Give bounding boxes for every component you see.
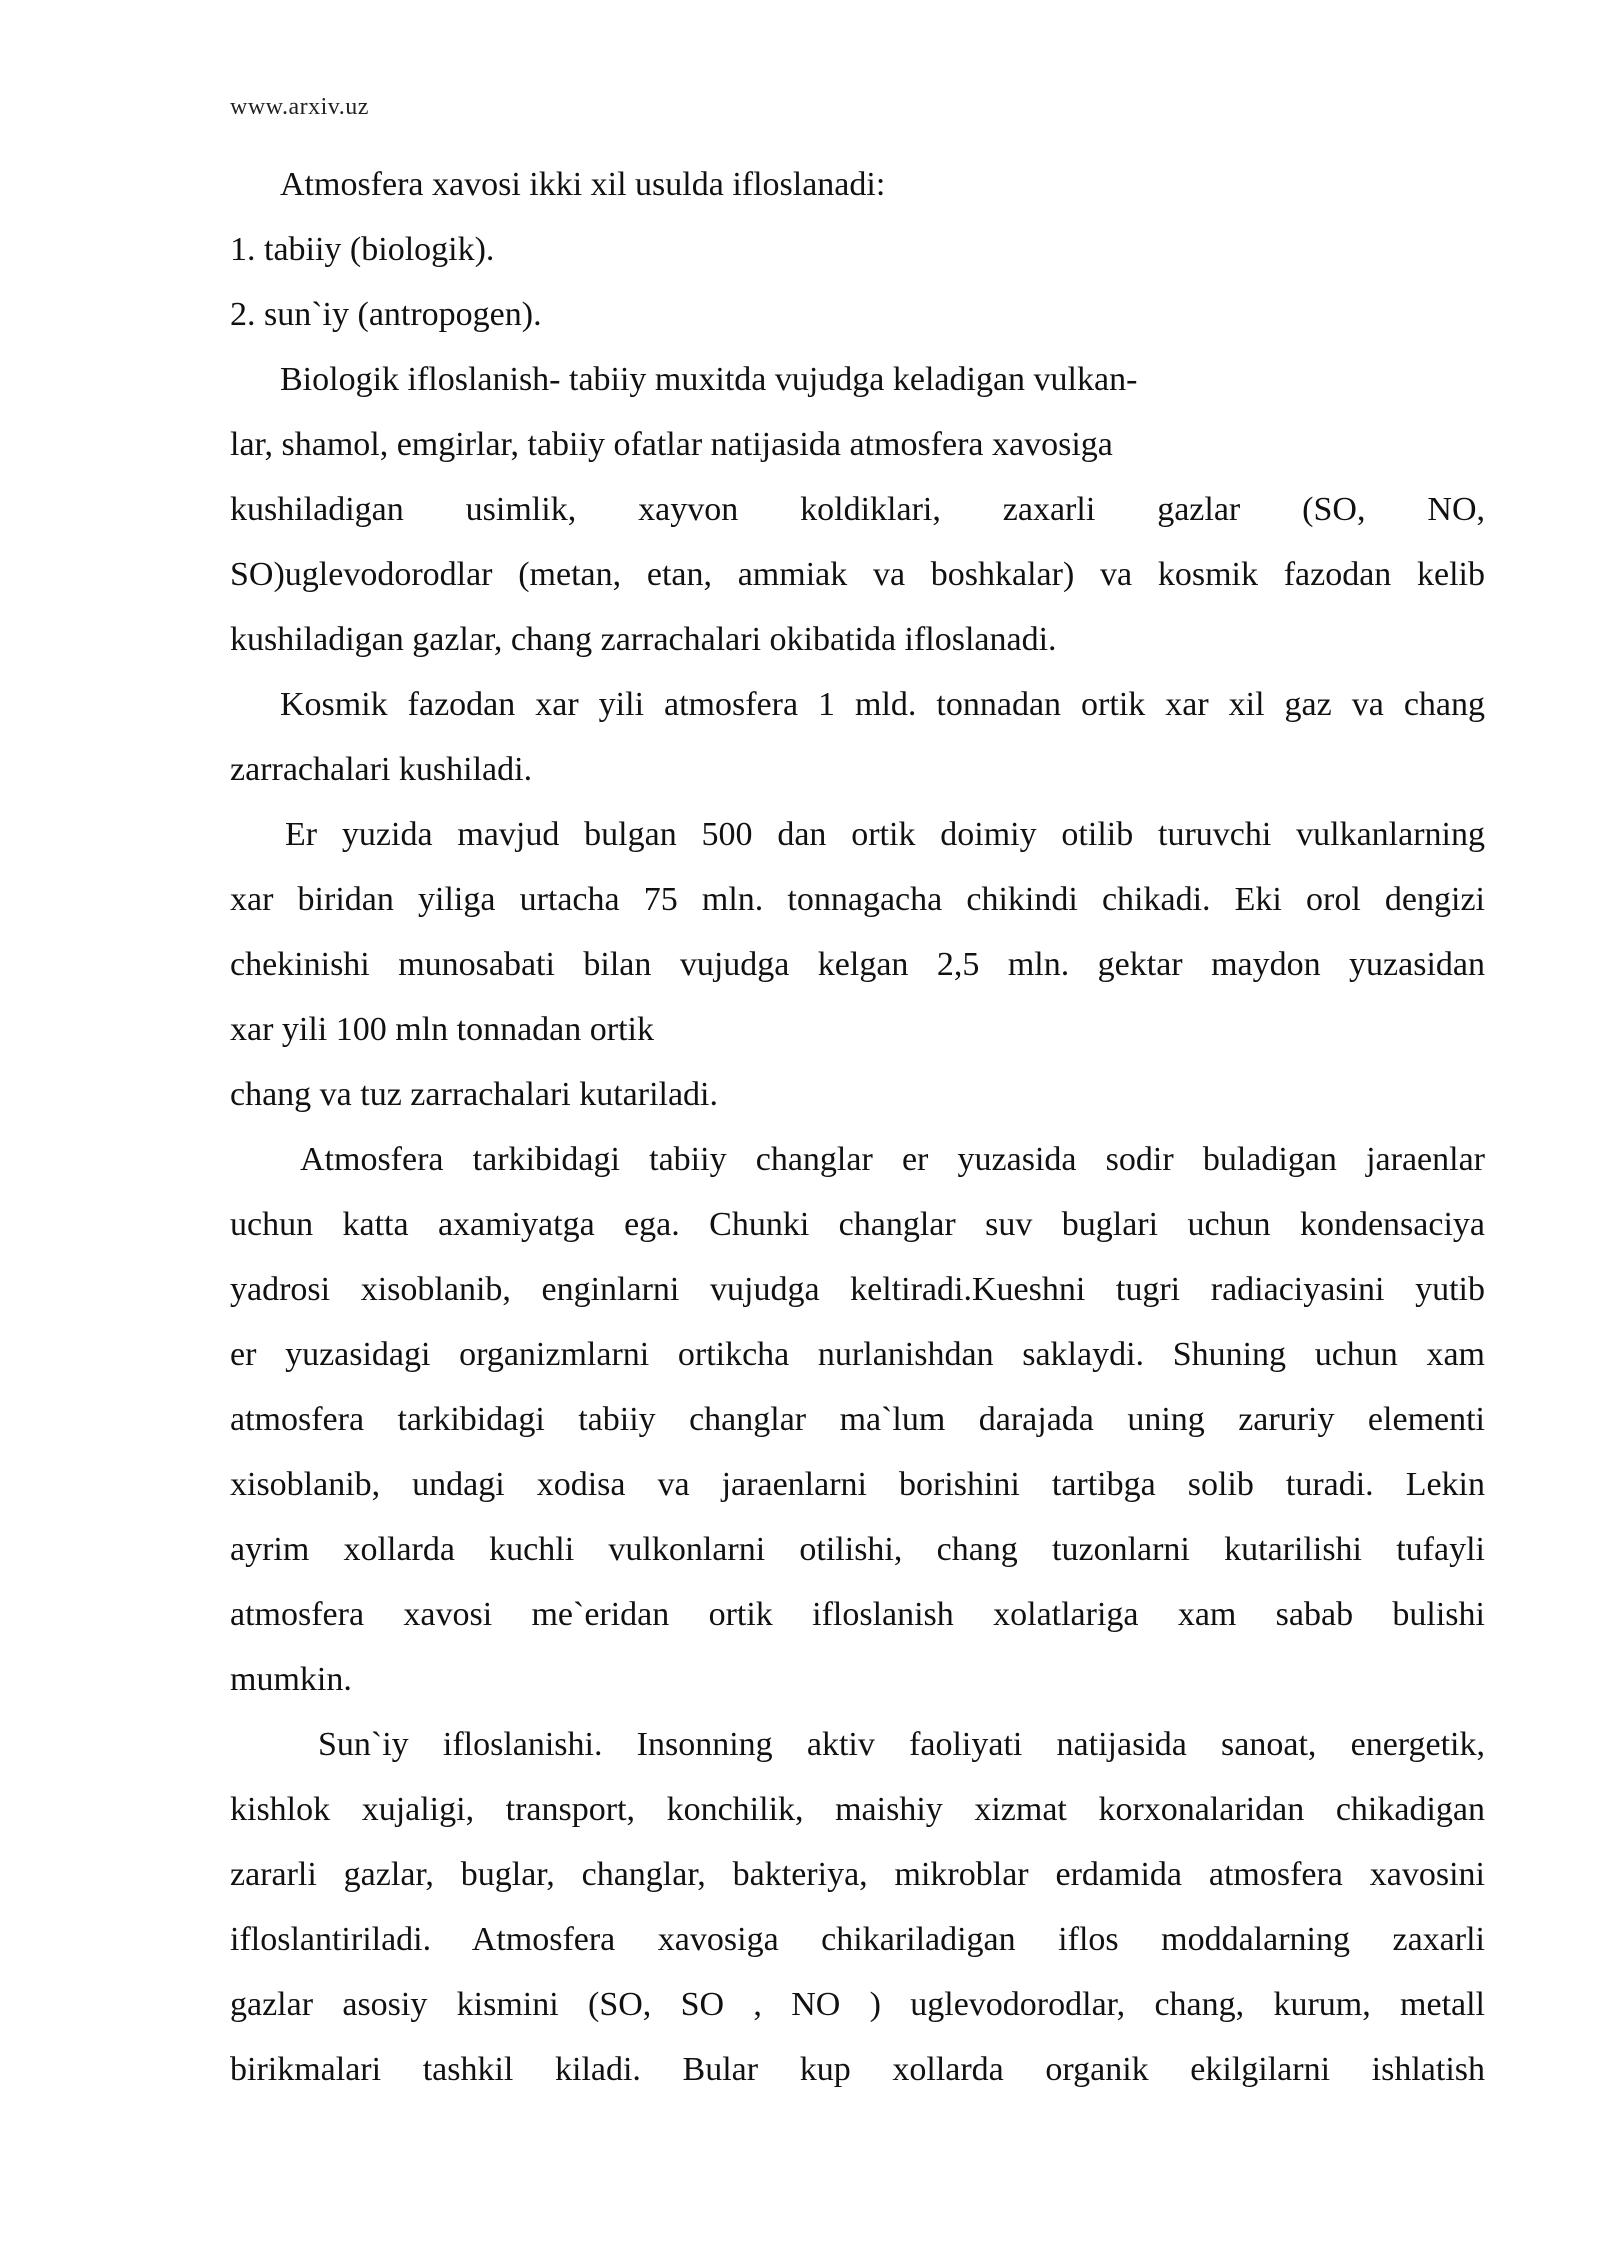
text-line: mumkin. (230, 1661, 352, 1698)
text-line: atmosfera tarkibidagi tabiiy changlar ma`lum darajada uning zaruriy elementi (230, 1401, 1485, 1438)
text-line: Sun`iy ifloslanishi. Insonning aktiv faoliyati natijasida sanoat, energetik, (318, 1726, 1485, 1763)
text-line: 2. sun`iy (antropogen). (230, 296, 542, 333)
text-line: Biologik ifloslanish- tabiiy muxitda vujudga keladigan vulkan- (280, 361, 1138, 398)
text-line: SO)uglevodorodlar (metan, etan, ammiak va boshkalar) va kosmik fazodan kelib (230, 556, 1485, 593)
text-line: Er yuzida mavjud bulgan 500 dan ortik doimiy otilib turuvchi vulkanlarning (285, 816, 1485, 853)
text-line: xar biridan yiliga urtacha 75 mln. tonnagacha chikindi chikadi. Eki orol dengizi (230, 881, 1485, 918)
text-line: zararli gazlar, buglar, changlar, bakteriya, mikroblar erdamida atmosfera xavosini (230, 1856, 1485, 1893)
text-line: chang va tuz zarrachalari kutariladi. (230, 1076, 719, 1113)
text-line: Atmosfera xavosi ikki xil usulda ifloslanadi: (280, 166, 886, 203)
text-line: ayrim xollarda kuchli vulkonlarni otilishi, chang tuzonlarni kutarilishi tufayli (230, 1531, 1485, 1568)
text-line: kushiladigan gazlar, chang zarrachalari okibatida ifloslanadi. (230, 621, 1057, 658)
text-line: Atmosfera tarkibidagi tabiiy changlar er yuzasida sodir buladigan jaraenlar (300, 1141, 1485, 1178)
text-line: kishlok xujaligi, transport, konchilik, maishiy xizmat korxonalaridan chikadigan (230, 1791, 1485, 1828)
text-line: yadrosi xisoblanib, enginlarni vujudga keltiradi.Kueshni tugri radiaciyasini yutib (230, 1271, 1485, 1308)
text-line: xisoblanib, undagi xodisa va jaraenlarni borishini tartibga solib turadi. Lekin (230, 1466, 1485, 1503)
text-line: kushiladigan usimlik, xayvon koldiklari, zaxarli gazlar (SO, NO, (230, 491, 1485, 528)
text-line: 1. tabiiy (biologik). (230, 231, 495, 268)
site-url: www.arxiv.uz (230, 94, 369, 120)
text-line: uchun katta axamiyatga ega. Chunki changlar suv buglari uchun kondensaciya (230, 1206, 1485, 1243)
text-line: zarrachalari kushiladi. (230, 751, 533, 788)
text-line: birikmalari tashkil kiladi. Bular kup xollarda organik ekilgilarni ishlatish (230, 2051, 1485, 2088)
text-line: er yuzasidagi organizmlarni ortikcha nurlanishdan saklaydi. Shuning uchun xam (230, 1336, 1485, 1373)
text-line: chekinishi munosabati bilan vujudga kelgan 2,5 mln. gektar maydon yuzasidan (230, 946, 1485, 983)
text-line: atmosfera xavosi me`eridan ortik ifloslanish xolatlariga xam sabab bulishi (230, 1596, 1485, 1633)
text-line: gazlar asosiy kismini (SO, SO , NO ) uglevodorodlar, chang, kurum, metall (230, 1986, 1485, 2023)
text-line: lar, shamol, emgirlar, tabiiy ofatlar natijasida atmosfera xavosiga (230, 426, 1113, 463)
text-line: xar yili 100 mln tonnadan ortik (230, 1011, 654, 1048)
text-line: ifloslantiriladi. Atmosfera xavosiga chikariladigan iflos moddalarning zaxarli (230, 1921, 1485, 1958)
document-body (230, 152, 1485, 2102)
text-line: Kosmik fazodan xar yili atmosfera 1 mld. tonnadan ortik xar xil gaz va chang (280, 686, 1485, 723)
